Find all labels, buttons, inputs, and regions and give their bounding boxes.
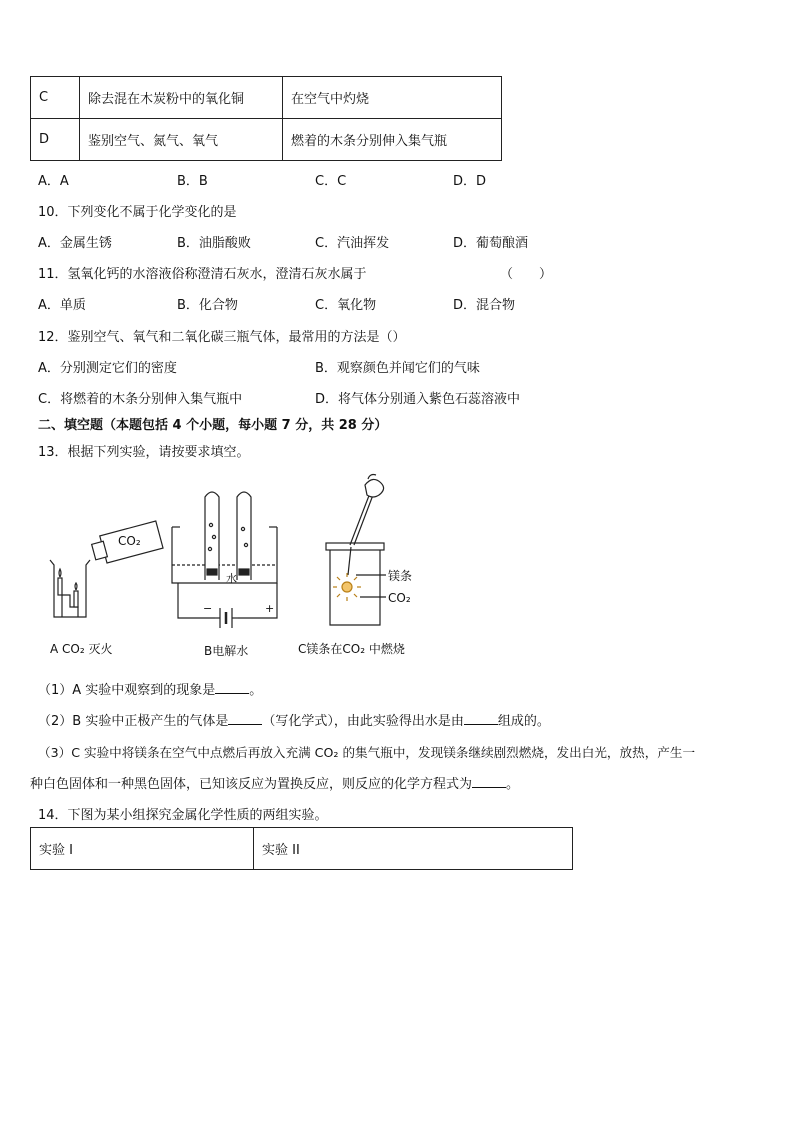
q14-stem: 14．下图为某小组探究金属化学性质的两组实验。: [38, 808, 328, 823]
q11-option-c: C．氧化物: [315, 298, 377, 313]
q11-option-b: B．化合物: [177, 298, 238, 313]
q10-stem: 10．下列变化不属于化学变化的是: [38, 205, 237, 220]
experiment-figure: [40, 465, 440, 665]
table-row: [31, 77, 502, 119]
answer-blank[interactable]: [464, 712, 498, 725]
q13-part3-line2: [30, 773, 519, 792]
table-row: [31, 119, 502, 161]
q10-option-d: D．葡萄酿酒: [453, 236, 529, 251]
q14-col-1: 实验 I: [31, 828, 254, 870]
row-method: 燃着的木条分别伸入集气瓶: [283, 119, 502, 161]
water-label: 水: [226, 572, 237, 585]
q13-part2: [38, 710, 550, 729]
q11-stem: 11．氢氧化钙的水溶液俗称澄清石灰水，澄清石灰水属于: [38, 267, 367, 282]
co2-bottle-label: CO₂: [118, 534, 141, 548]
q13-part2-mid: （写化学式），由此实验得出水是由: [262, 714, 464, 729]
table-row: [31, 828, 573, 870]
row-item: 除去混在木炭粉中的氧化铜: [80, 77, 283, 119]
q10-option-a: A．金属生锈: [38, 236, 112, 251]
caption-a: A CO₂ 灭火: [50, 642, 113, 656]
q13-part2-end: 组成的。: [497, 714, 550, 729]
q13-part1-end: 。: [249, 683, 263, 698]
q13-part1-text: （1）A 实验中观察到的现象是: [38, 683, 216, 698]
q9-option-b: B．B: [177, 174, 208, 189]
q9-option-d: D．D: [453, 174, 487, 189]
q10-option-c: C．汽油挥发: [315, 236, 390, 251]
q12-option-a: A．分别测定它们的密度: [38, 361, 177, 376]
row-letter: C: [31, 77, 80, 119]
q13-part3-end: 。: [506, 777, 520, 792]
q14-col-2: 实验 II: [254, 828, 573, 870]
experiment-a-co2-extinguish: [50, 521, 163, 617]
experiment-c-mg-burning: [326, 475, 386, 626]
q9-option-a: A．A: [38, 174, 69, 189]
q13-part3-line1: （3）C 实验中将镁条在空气中点燃后再放入充满 CO₂ 的集气瓶中，发现镁条继续剧烈燃烧，发出白光，放热，产生一: [38, 745, 696, 760]
q13-part2-text: （2）B 实验中正极产生的气体是: [38, 714, 229, 729]
plus-sign: +: [265, 602, 275, 615]
q11-option-a: A．单质: [38, 298, 86, 313]
mg-strip-label: 镁条: [388, 569, 413, 583]
q12-stem: 12．鉴别空气、氧气和二氧化碳三瓶气体，最常用的方法是（）: [38, 330, 406, 345]
caption-b: B电解水: [204, 644, 249, 658]
experiment-b-electrolysis: [172, 492, 277, 628]
row-letter: D: [31, 119, 80, 161]
answer-blank[interactable]: [228, 712, 262, 725]
co2-jar-label: CO₂: [388, 591, 411, 605]
section-heading: 二、填空题（本题包括 4 个小题，每小题 7 分，共 28 分）: [38, 418, 388, 433]
answer-blank[interactable]: [215, 681, 249, 694]
q11-answer-paren: （ ）: [500, 267, 553, 282]
q12-option-b: B．观察颜色并闻它们的气味: [315, 361, 480, 376]
q9-option-c: C．C: [315, 174, 347, 189]
q13-part1: [38, 679, 262, 698]
q14-table: [30, 827, 573, 870]
q12-option-c: C．将燃着的木条分别伸入集气瓶中: [38, 392, 243, 407]
q13-stem: 13．根据下列实验，请按要求填空。: [38, 445, 250, 460]
q10-option-b: B．油脂酸败: [177, 236, 251, 251]
answer-blank[interactable]: [472, 775, 506, 788]
row-method: 在空气中灼烧: [283, 77, 502, 119]
q12-option-d: D．将气体分别通入紫色石蕊溶液中: [315, 392, 521, 407]
caption-c: C镁条在CO₂ 中燃烧: [298, 642, 405, 656]
row-item: 鉴别空气、氮气、氧气: [80, 119, 283, 161]
q13-part3-text: 种白色固体和一种黑色固体，已知该反应为置换反应，则反应的化学方程式为: [30, 777, 473, 792]
top-table: [30, 76, 502, 161]
q11-option-d: D．混合物: [453, 298, 516, 313]
minus-sign: −: [203, 602, 213, 615]
